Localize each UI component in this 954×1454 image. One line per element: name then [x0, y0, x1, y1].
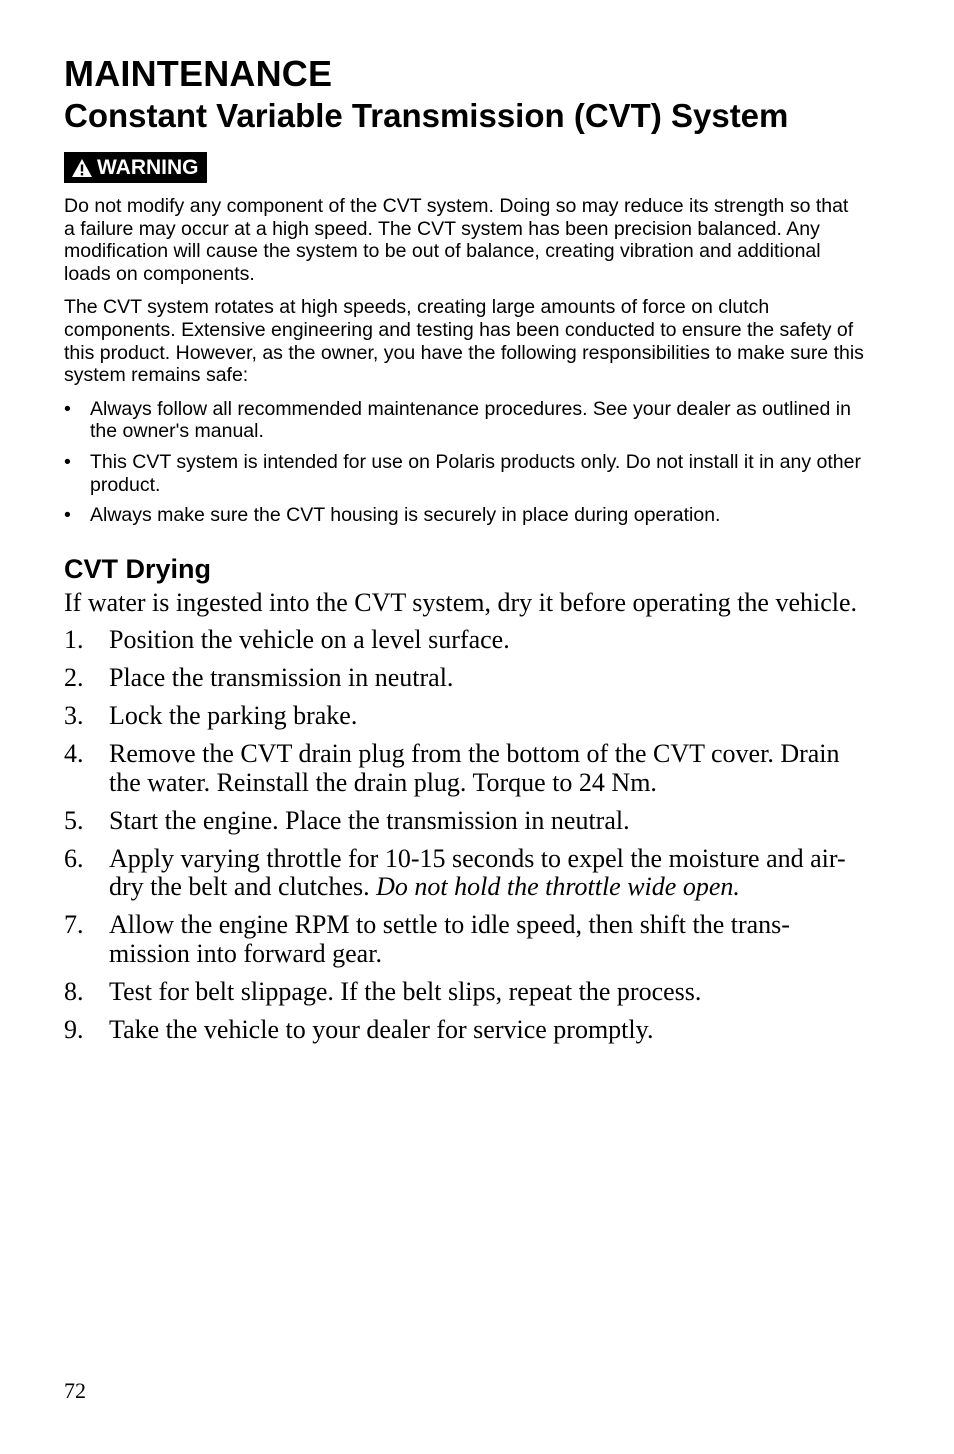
drying-steps	[64, 626, 864, 1044]
step-item	[64, 664, 864, 693]
intro-paragraph: The CVT system rotates at high speeds, creating large amounts of force on clutch components. Extensive engineering and testing has been conducted to ensure the safety of this product. However, as the owner, you have the following responsibilities to make sure this system remains safe:	[64, 296, 864, 387]
step-number: 9.	[64, 1014, 84, 1044]
bullet-mark: •	[64, 504, 71, 527]
step-text: Place the transmission in neutral.	[109, 663, 454, 693]
step-text: Position the vehicle on a level surface.	[109, 625, 510, 655]
warning-triangle-icon	[71, 158, 93, 178]
step-text: Start the engine. Place the transmission in neutral.	[109, 805, 630, 835]
page-number: 72	[64, 1378, 86, 1403]
list-item-text: Always make sure the CVT housing is securely in place during operation.	[90, 504, 721, 527]
step-number: 3.	[64, 701, 84, 731]
step-item	[64, 807, 864, 836]
list-item	[64, 398, 864, 443]
list-item	[64, 504, 864, 527]
section-title: Constant Variable Transmission (CVT) System	[64, 97, 789, 134]
step-emphasis: Do not hold the throttle wide open.	[376, 872, 740, 902]
bullet-mark: •	[64, 397, 71, 420]
list-item	[64, 451, 864, 496]
step-item	[64, 845, 864, 902]
step-text: Test for belt slippage. If the belt slips, repeat the process.	[109, 976, 702, 1006]
step-text: Remove the CVT drain plug from the bottom of the CVT cover. Drain the water. Reinstall the drain plug. Torque to 24 Nm.	[109, 739, 840, 797]
step-number: 8.	[64, 976, 84, 1006]
step-number: 7.	[64, 910, 84, 940]
step-text: Take the vehicle to your dealer for service promptly.	[109, 1014, 654, 1044]
step-number: 5.	[64, 805, 84, 835]
step-number: 6.	[64, 843, 84, 873]
subsection-title: CVT Drying	[64, 553, 212, 584]
step-item	[64, 626, 864, 655]
step-item	[64, 978, 864, 1007]
step-number: 2.	[64, 663, 84, 693]
step-text: Allow the engine RPM to settle to idle speed, then shift the trans-mission into forward gear.	[109, 910, 790, 968]
warning-label: WARNING	[97, 155, 199, 179]
step-number: 1.	[64, 625, 84, 655]
warning-badge	[64, 152, 207, 183]
list-item-text: Always follow all recommended maintenance procedures. See your dealer as outlined in the owner's manual.	[90, 397, 851, 443]
step-number: 4.	[64, 739, 84, 769]
step-text: Apply varying throttle for 10-15 seconds to expel the moisture and air-dry the belt and clutches.	[109, 843, 846, 902]
drying-intro: If water is ingested into the CVT system, dry it before operating the vehicle.	[64, 587, 858, 617]
responsibility-list	[64, 398, 864, 527]
step-item	[64, 740, 864, 797]
bullet-mark: •	[64, 450, 71, 473]
step-item	[64, 1016, 864, 1045]
manual-page	[64, 52, 864, 1054]
step-text: Lock the parking brake.	[109, 701, 358, 731]
warning-text: Do not modify any component of the CVT system. Doing so may reduce its strength so that a failure may occur at a high speed. The CVT system has been precision balanced. Any modification will cause the system to be out of balance, creating vibration and additional loads on components.	[64, 195, 849, 285]
step-item	[64, 702, 864, 731]
chapter-title: MAINTENANCE	[64, 53, 333, 94]
list-item-text: This CVT system is intended for use on Polaris products only. Do not install it in any other product.	[90, 450, 861, 496]
step-item	[64, 911, 864, 968]
